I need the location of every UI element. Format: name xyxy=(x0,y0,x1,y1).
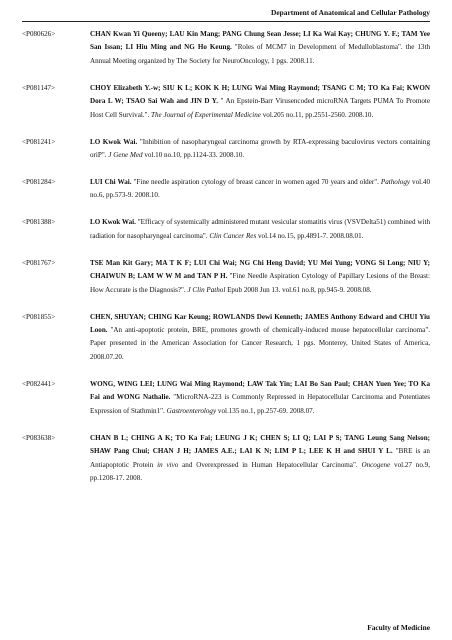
publication-details: vol.135 no.1, pp.257-69. 2008.07. xyxy=(216,406,315,415)
publication-authors: CHEN, SHUYAN; CHING Kar Keung; ROWLANDS Dewi Kenneth; JAMES Anthony Edward and CHUI Yiu Loon. xyxy=(90,312,430,335)
publication-entry xyxy=(22,28,430,68)
publication-journal: J Gene Med xyxy=(108,151,143,160)
publication-id: <P081284> xyxy=(22,178,56,187)
publication-title: " An Epstein-Barr Virusencoded microRNA Targets PUMA To Promote Host Cell Survival.". xyxy=(90,97,430,119)
publication-citation xyxy=(90,432,430,486)
publication-id: <P083638> xyxy=(22,433,56,442)
publication-authors: LO Kwok Wai. xyxy=(90,137,138,146)
publication-id: <P081241> xyxy=(22,137,56,146)
publication-id: <P081388> xyxy=(22,218,56,227)
publication-authors: TSE Man Kit Gary; MA T K F; LUI Chi Wai; NG Chi Heng David; YU Mei Yung; VONG Si Long; NIU Y; CHAIWUN B; LAM W W M and TAN P H. xyxy=(90,258,430,281)
publication-entry xyxy=(22,136,430,163)
publication-entry xyxy=(22,82,430,122)
publication-entry xyxy=(22,176,430,203)
publication-citation xyxy=(90,28,430,68)
publication-title: "Fine needle aspiration cytology of breast cancer in women aged 70 years and older". xyxy=(131,178,381,187)
publication-authors: WONG, WING LEI; LUNG Wai Ming Raymond; LAW Tak Yin; LAI Bo San Paul; CHAN Yuen Yee; TO Ka Fai and WONG Nathalie. xyxy=(90,379,430,402)
publication-details: vol.14 no.15, pp.4891-7. 2008.08.01. xyxy=(256,231,364,240)
publication-details: vol.10 no.10, pp.1124-33. 2008.10. xyxy=(142,151,245,160)
publication-citation xyxy=(90,378,430,418)
publication-details: Epub 2008 Jun 13. vol.61 no.8, pp.945-9. 2008.08. xyxy=(225,285,372,294)
publication-title: "BRE is an Antiapoptotic Protein xyxy=(90,447,430,469)
publication-id: <P082441> xyxy=(22,379,56,388)
publication-details: vol.40 no.6, pp.573-9. 2008.10. xyxy=(90,178,430,200)
publication-journal: Gastroenterology xyxy=(166,406,217,415)
publication-title: "Efficacy of systemically administered mutant vesicular stomatitis virus (VSVDelta51) combined with radiation for nasopharyngeal carcinoma". xyxy=(90,218,430,240)
publication-journal: The Journal of Experimental Medicine xyxy=(151,110,261,119)
publication-authors: CHAN B L; CHING A K; TO Ka Fai; LEUNG J K; CHEN S; LI Q; LAI P S; TANG Leung Sang Nelson; SHAW Pang Chui; CHAN J H; JAMES A.E.; LAI K N; LIM P L; LEE K H and SHUI Y L. xyxy=(90,433,430,456)
publication-details: and Overexpressed in Human Hepatocellular Carcinoma". xyxy=(178,460,362,469)
publication-details: vol.205 no.11, pp.2551-2560. 2008.10. xyxy=(260,110,374,119)
publication-authors: LO Kwok Wai. xyxy=(90,218,136,227)
header-rule xyxy=(22,21,430,22)
publication-authors: CHOY Elizabeth Y.-w; SIU K L; KOK K H; LUNG Wai Ming Raymond; TSANG C M; TO Ka Fai; KWON Dora L W; TSAO Sai Wah and JIN D Y. xyxy=(90,83,430,106)
publication-title: "Roles of MCM7 in Development of Medulloblastoma". the 13th Annual Meeting organized by The Society for NeuroOncology, 1 pgs. 2008.11. xyxy=(90,43,430,65)
publication-journal: Oncogene xyxy=(361,460,391,469)
publication-entry xyxy=(22,216,430,243)
publication-title: "Inhibition of nasopharyngeal carcinoma growth by RTA-expressing baculovirus vectors containing oriP". xyxy=(90,137,430,160)
publication-entry xyxy=(22,432,430,486)
publication-journal: Clin Cancer Res xyxy=(209,231,257,240)
publication-list xyxy=(22,28,430,499)
publication-authors: LUI Chi Wai. xyxy=(90,178,132,187)
publication-entry xyxy=(22,378,430,418)
publication-id: <P080626> xyxy=(22,30,56,38)
publication-citation xyxy=(90,176,430,203)
publication-entry xyxy=(22,257,430,297)
publication-citation xyxy=(90,136,430,163)
publication-id: <P081147> xyxy=(22,83,55,92)
publication-journal: J Clin Pathol xyxy=(187,285,226,294)
publication-citation xyxy=(90,82,430,122)
publication-journal: Pathology xyxy=(380,178,411,187)
publication-journal: in vivo xyxy=(157,460,179,469)
publication-entry xyxy=(22,311,430,365)
publication-title: "MicroRNA-223 is Commonly Repressed in Hepatocellular Carcinoma and Potentiates Expression of Stathmin1". xyxy=(90,393,430,415)
publication-citation xyxy=(90,311,430,365)
faculty-footer: Faculty of Medicine xyxy=(367,623,430,632)
publication-id: <P081767> xyxy=(22,258,56,267)
publication-citation xyxy=(90,257,430,297)
publication-title: "An anti-apoptotic protein, BRE, promotes growth of chemically-induced mouse hepatocellular carcinoma". Paper presented in the American Association for Cancer Research, 1 pgs. Monterey, United States of America, 2008.07.20. xyxy=(90,326,430,361)
publication-citation xyxy=(90,216,430,243)
department-title: Department of Anatomical and Cellular Pathology xyxy=(271,8,430,17)
publication-details: vol.27 no.9, pp.1208-17. 2008. xyxy=(90,460,430,482)
publication-id: <P081855> xyxy=(22,312,56,321)
publication-title: "Fine Needle Aspiration Cytology of Papillary Lesions of the Breast: How Accurate is the Diagnosis?". xyxy=(90,272,430,294)
publication-authors: CHAN Kwan Yi Queeny; LAU Kin Mang; PANG Chung Sean Jesse; LI Ka Wai Kay; CHUNG Y. F.; TAM Yee San Issan; LI Hiu Ming and NG Ho Keung. xyxy=(90,30,430,52)
